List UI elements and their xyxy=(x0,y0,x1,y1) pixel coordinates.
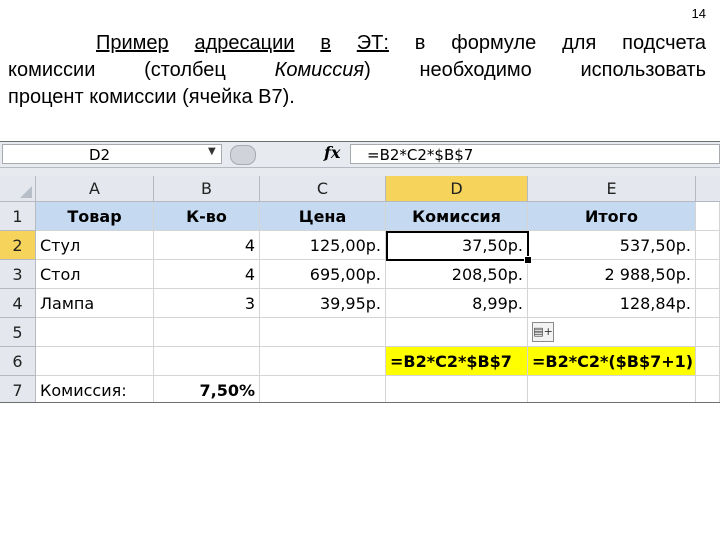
cell-f2[interactable] xyxy=(696,231,720,260)
para-line2-italic: Комиссия xyxy=(274,59,365,81)
cell-b1[interactable]: К-во xyxy=(154,202,260,231)
cell-d3[interactable]: 208,50р. xyxy=(386,260,528,289)
formula-bar-grip-icon[interactable] xyxy=(230,145,256,165)
cell-d2[interactable]: 37,50р. xyxy=(386,231,528,260)
para-word-2: адресации xyxy=(194,32,295,54)
cell-e7[interactable] xyxy=(528,376,696,403)
cell-e1[interactable]: Итого xyxy=(528,202,696,231)
cell-a7[interactable]: Комиссия: xyxy=(36,376,154,403)
para-word-4: ЭТ: xyxy=(356,32,389,54)
cell-d5[interactable] xyxy=(386,318,528,347)
cell-a6[interactable] xyxy=(36,347,154,376)
para-word-1: Пример xyxy=(96,32,169,54)
para-line2-c: ) необходимо использовать xyxy=(364,59,706,81)
column-header-e[interactable]: E xyxy=(528,176,696,202)
cell-a1[interactable]: Товар xyxy=(36,202,154,231)
column-header-c[interactable]: C xyxy=(260,176,386,202)
cell-d6-formula-text[interactable]: =B2*C2*$B$7 xyxy=(386,347,528,376)
cell-d1[interactable]: Комиссия xyxy=(386,202,528,231)
name-box[interactable]: D2 xyxy=(2,144,222,164)
row-header-3[interactable]: 3 xyxy=(0,260,36,289)
column-header-b[interactable]: B xyxy=(154,176,260,202)
name-box-dropdown-icon[interactable]: ▼ xyxy=(208,146,216,157)
cell-e6-formula-text[interactable]: =B2*C2*($B$7+1) xyxy=(528,347,696,376)
row-header-1[interactable]: 1 xyxy=(0,202,36,231)
cell-f5[interactable] xyxy=(696,318,720,347)
cell-d4[interactable]: 8,99р. xyxy=(386,289,528,318)
toolbar-gap xyxy=(0,168,720,176)
cell-c5[interactable] xyxy=(260,318,386,347)
cell-b4[interactable]: 3 xyxy=(154,289,260,318)
cell-b6[interactable] xyxy=(154,347,260,376)
cell-b2[interactable]: 4 xyxy=(154,231,260,260)
row-header-7[interactable]: 7 xyxy=(0,376,36,403)
cell-f3[interactable] xyxy=(696,260,720,289)
fill-handle[interactable] xyxy=(524,256,532,264)
cell-c2[interactable]: 125,00р. xyxy=(260,231,386,260)
cell-c3[interactable]: 695,00р. xyxy=(260,260,386,289)
cell-b7[interactable]: 7,50% xyxy=(154,376,260,403)
cell-f4[interactable] xyxy=(696,289,720,318)
column-header-d[interactable]: D xyxy=(386,176,528,202)
formula-input[interactable]: =B2*C2*$B$7 xyxy=(350,144,720,164)
cell-c4[interactable]: 39,95р. xyxy=(260,289,386,318)
cell-b5[interactable] xyxy=(154,318,260,347)
column-header-f[interactable] xyxy=(696,176,720,202)
cell-c6[interactable] xyxy=(260,347,386,376)
column-header-a[interactable]: A xyxy=(36,176,154,202)
para-word-3: в xyxy=(320,32,331,54)
formula-bar xyxy=(0,142,720,168)
row-header-4[interactable]: 4 xyxy=(0,289,36,318)
cell-f1[interactable] xyxy=(696,202,720,231)
cell-a3[interactable]: Стол xyxy=(36,260,154,289)
spreadsheet xyxy=(0,141,720,403)
para-line3: процент комиссии (ячейка B7). xyxy=(8,86,295,108)
cell-b3[interactable]: 4 xyxy=(154,260,260,289)
cell-a2[interactable]: Стул xyxy=(36,231,154,260)
cell-e4[interactable]: 128,84р. xyxy=(528,289,696,318)
cell-c7[interactable] xyxy=(260,376,386,403)
para-line1-rest: в формуле для подсчета xyxy=(388,32,707,54)
cell-c1[interactable]: Цена xyxy=(260,202,386,231)
cell-a4[interactable]: Лампа xyxy=(36,289,154,318)
row-header-2[interactable]: 2 xyxy=(0,231,36,260)
paste-options-icon[interactable]: ▤+ xyxy=(532,322,554,342)
page-number: 14 xyxy=(691,6,706,21)
row-header-5[interactable]: 5 xyxy=(0,318,36,347)
cell-d7[interactable] xyxy=(386,376,528,403)
insert-function-icon[interactable]: fx xyxy=(324,143,341,162)
cell-f6[interactable] xyxy=(696,347,720,376)
cell-a5[interactable] xyxy=(36,318,154,347)
description-paragraph xyxy=(8,30,706,111)
row-header-6[interactable]: 6 xyxy=(0,347,36,376)
cell-e2[interactable]: 537,50р. xyxy=(528,231,696,260)
cell-f7[interactable] xyxy=(696,376,720,403)
select-all-corner[interactable] xyxy=(0,176,36,202)
cell-e3[interactable]: 2 988,50р. xyxy=(528,260,696,289)
para-line2-a: комиссии (столбец xyxy=(8,59,275,81)
